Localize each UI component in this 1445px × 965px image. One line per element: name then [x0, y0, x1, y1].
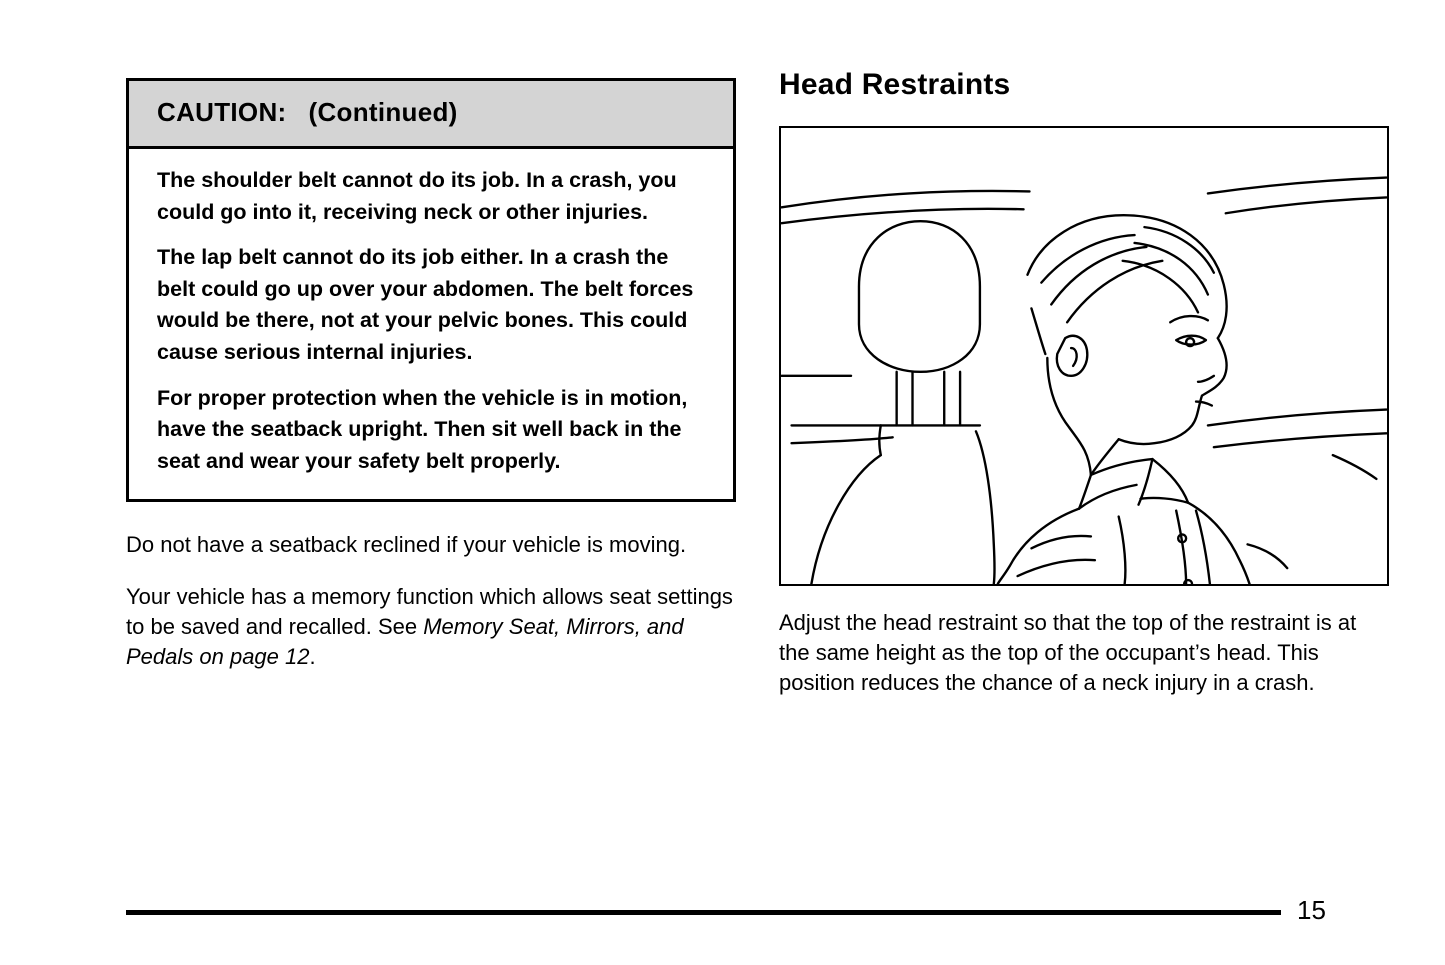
cross-reference-memory-seat: Memory Seat, Mirrors, and Pedals on page 12	[126, 614, 684, 670]
caution-paragraph: The shoulder belt cannot do its job. In a crash, you could go into it, receiving neck or other injuries.	[157, 168, 677, 224]
head-restraint-instruction: Adjust the head restraint so that the top of the restraint is at the same height as the top of the occupant’s head. This position reduces the chance of a neck injury in a crash.	[779, 610, 1357, 695]
caution-box	[126, 78, 736, 502]
caution-paragraph: For proper protection when the vehicle is in motion, have the seatback upright. Then sit well back in the seat and wear your safety belt properly.	[157, 385, 688, 473]
caution-body	[129, 149, 733, 499]
body-paragraph-memory	[126, 582, 736, 672]
caution-paragraph: The lap belt cannot do its job either. In a crash the belt could go up over your abdomen. The belt forces would be there, not at your pelvic bones. This could cause serious internal injuries.	[157, 245, 694, 364]
caution-continued-label: (Continued)	[308, 97, 458, 127]
body-paragraph-memory-lead: Your vehicle has a memory function which allows seat settings to be saved and recalled. See	[126, 584, 733, 640]
left-column	[126, 78, 736, 672]
footer-divider	[126, 910, 1281, 915]
body-paragraph-memory-tail: .	[309, 644, 316, 670]
right-body-text	[779, 608, 1391, 698]
caution-label: CAUTION:	[157, 97, 287, 127]
page-title: Head Restraints	[779, 68, 1011, 101]
right-column	[779, 68, 1391, 698]
page-number: 15	[1297, 895, 1326, 925]
body-paragraph-seatback: Do not have a seatback reclined if your vehicle is moving.	[126, 532, 687, 558]
seated-occupant-head-restraint-illustration	[779, 126, 1389, 586]
left-body-text	[126, 530, 736, 672]
caution-header	[129, 81, 733, 149]
